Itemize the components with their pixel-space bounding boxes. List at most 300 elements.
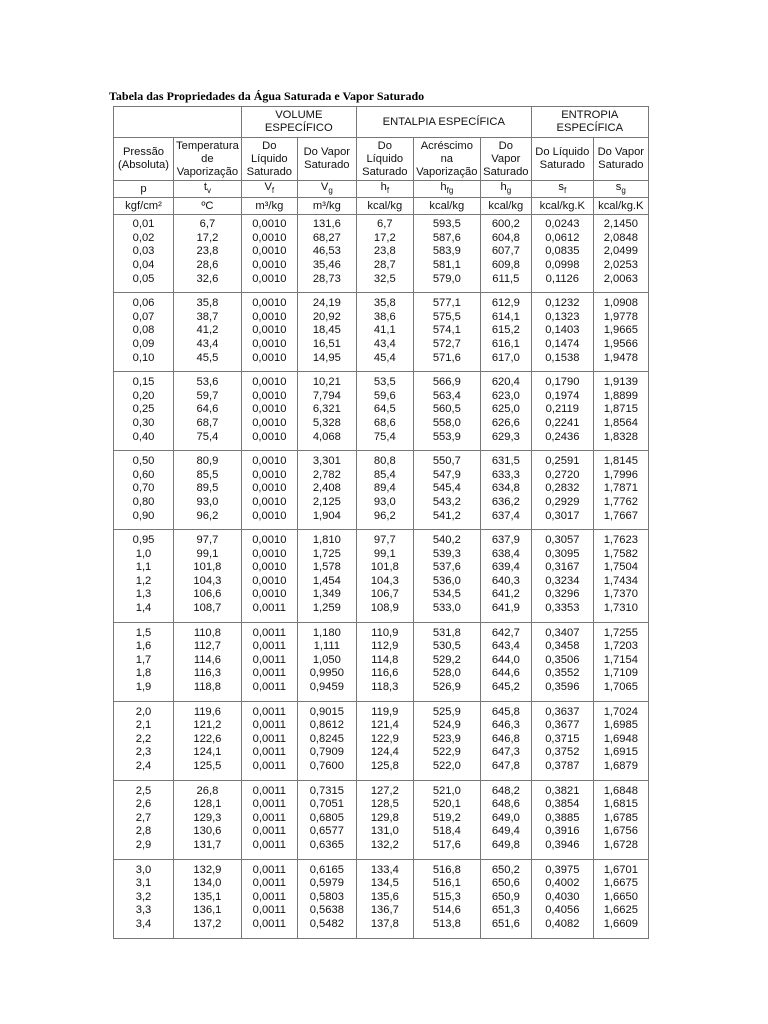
cell-value: 1,578 bbox=[312, 561, 341, 574]
symbol-temperatura bbox=[174, 181, 242, 198]
cell-value: 97,7 bbox=[373, 534, 396, 547]
symbol-base: V bbox=[264, 181, 272, 193]
cell-value: 0,0010 bbox=[252, 218, 287, 231]
cell-value: 28,7 bbox=[373, 259, 396, 272]
cell-value: 1,8715 bbox=[603, 403, 638, 416]
cell-value: 2,1450 bbox=[603, 218, 638, 231]
cell-value: 560,5 bbox=[432, 403, 461, 416]
cell-value: 96,2 bbox=[373, 509, 396, 522]
cell-value: 0,0835 bbox=[545, 245, 580, 258]
cell-value: 101,8 bbox=[193, 561, 222, 574]
column-header-temperatura: Temperatura de Vaporização bbox=[174, 138, 242, 181]
cell-value: 2,0848 bbox=[603, 231, 638, 244]
cell-value: 1,7370 bbox=[603, 588, 638, 601]
cell-value: 0,0011 bbox=[252, 890, 286, 903]
cell-value: 550,7 bbox=[432, 455, 461, 468]
cell-pressao bbox=[114, 215, 174, 293]
cell-value: 3,2 bbox=[135, 890, 152, 903]
cell-value: 540,2 bbox=[432, 534, 461, 547]
cell-volume-liquido bbox=[241, 530, 297, 623]
cell-value: 35,8 bbox=[373, 297, 396, 310]
table-body bbox=[114, 215, 649, 938]
group-entalpia-header: ENTALPIA ESPECÍFICA bbox=[356, 107, 531, 138]
cell-value: 99,1 bbox=[373, 547, 396, 560]
cell-volume-vapor bbox=[297, 293, 356, 372]
cell-pressao bbox=[114, 780, 174, 859]
cell-value: 0,5482 bbox=[309, 917, 344, 930]
cell-value: 80,8 bbox=[373, 455, 396, 468]
cell-value: 96,2 bbox=[196, 509, 219, 522]
cell-value: 0,2832 bbox=[545, 482, 580, 495]
cell-value: 0,0010 bbox=[252, 482, 287, 495]
cell-value: 604,8 bbox=[491, 231, 520, 244]
cell-value: 118,8 bbox=[193, 681, 221, 694]
cell-value: 16,51 bbox=[312, 337, 341, 350]
cell-value: 1,8 bbox=[135, 667, 152, 680]
cell-value: 0,5638 bbox=[309, 904, 344, 917]
cell-value: 0,3552 bbox=[545, 667, 580, 680]
cell-value: 0,3057 bbox=[545, 534, 580, 547]
cell-value: 645,8 bbox=[491, 705, 520, 718]
cell-value: 1,6728 bbox=[603, 838, 638, 851]
cell-value: 0,0010 bbox=[252, 351, 287, 364]
symbol-base: s bbox=[558, 181, 564, 193]
cell-value: 612,9 bbox=[491, 297, 520, 310]
cell-value: 1,8145 bbox=[603, 455, 638, 468]
steam-properties-table bbox=[113, 106, 649, 939]
cell-value: 648,2 bbox=[491, 784, 520, 797]
cell-value: 649,0 bbox=[491, 811, 520, 824]
cell-value: 0,3506 bbox=[545, 653, 580, 666]
cell-value: 571,6 bbox=[432, 351, 461, 364]
cell-value: 1,810 bbox=[312, 534, 341, 547]
cell-value: 2,8 bbox=[135, 825, 152, 838]
cell-value: 614,1 bbox=[491, 310, 520, 323]
cell-value: 1,7996 bbox=[603, 468, 638, 481]
cell-value: 516,1 bbox=[432, 877, 461, 890]
cell-entalpia-liquido bbox=[356, 215, 413, 293]
cell-value: 0,0010 bbox=[252, 259, 287, 272]
cell-value: 651,3 bbox=[491, 904, 520, 917]
symbol-subscript: g bbox=[621, 186, 626, 196]
cell-value: 0,4082 bbox=[545, 917, 580, 930]
cell-pressao bbox=[114, 530, 174, 623]
symbol-subscript: f bbox=[563, 186, 567, 196]
cell-value: 516,8 bbox=[432, 863, 461, 876]
symbol-subscript: f bbox=[271, 186, 275, 196]
cell-value: 0,3975 bbox=[545, 863, 580, 876]
symbol-pressao bbox=[114, 181, 174, 198]
cell-value: 1,7871 bbox=[603, 482, 638, 495]
cell-value: 137,2 bbox=[193, 917, 222, 930]
cell-value: 636,2 bbox=[491, 495, 520, 508]
cell-entalpia-vapor bbox=[480, 780, 531, 859]
cell-value: 1,4 bbox=[135, 602, 152, 615]
cell-value: 1,7667 bbox=[603, 509, 638, 522]
unit-temperatura: ºC bbox=[174, 198, 242, 215]
cell-temperatura bbox=[174, 530, 242, 623]
cell-value: 0,0011 bbox=[252, 667, 286, 680]
cell-value: 128,5 bbox=[370, 798, 399, 811]
cell-value: 0,0010 bbox=[252, 231, 287, 244]
symbol-subscript: f bbox=[386, 186, 390, 196]
cell-value: 530,5 bbox=[432, 640, 461, 653]
cell-value: 649,8 bbox=[491, 838, 520, 851]
cell-value: 0,4002 bbox=[545, 877, 580, 890]
cell-value: 615,2 bbox=[491, 324, 520, 337]
cell-value: 32,5 bbox=[373, 272, 396, 285]
cell-value: 583,9 bbox=[432, 245, 461, 258]
cell-value: 515,3 bbox=[432, 890, 461, 903]
cell-value: 0,06 bbox=[132, 297, 155, 310]
symbol-volume-liquido bbox=[241, 181, 297, 198]
cell-value: 136,1 bbox=[193, 904, 222, 917]
cell-entalpia-vaporizacao bbox=[413, 859, 480, 938]
cell-value: 0,0011 bbox=[252, 653, 286, 666]
cell-value: 112,7 bbox=[193, 640, 221, 653]
cell-value: 0,3407 bbox=[545, 626, 580, 639]
symbol-subscript: v bbox=[206, 186, 211, 196]
cell-value: 0,8245 bbox=[309, 732, 344, 745]
cell-value: 0,3885 bbox=[545, 811, 580, 824]
cell-value: 104,3 bbox=[370, 574, 399, 587]
group-header-row bbox=[114, 107, 649, 138]
cell-value: 545,4 bbox=[432, 482, 461, 495]
cell-entropia-liquido bbox=[531, 215, 593, 293]
cell-value: 0,1790 bbox=[545, 376, 580, 389]
cell-value: 0,4056 bbox=[545, 904, 580, 917]
cell-value: 32,6 bbox=[196, 272, 219, 285]
cell-value: 0,0011 bbox=[252, 681, 286, 694]
cell-value: 0,3821 bbox=[545, 784, 580, 797]
cell-entropia-vapor bbox=[593, 451, 648, 530]
cell-pressao bbox=[114, 451, 174, 530]
table-row-block bbox=[114, 701, 649, 780]
symbol-base: V bbox=[320, 181, 329, 193]
cell-value: 0,0011 bbox=[252, 732, 286, 745]
cell-value: 20,92 bbox=[312, 310, 341, 323]
cell-value: 0,3596 bbox=[545, 681, 580, 694]
cell-value: 114,8 bbox=[371, 653, 399, 666]
cell-value: 644,6 bbox=[491, 667, 520, 680]
unit-entalpia-liquido: kcal/kg bbox=[356, 198, 413, 215]
cell-value: 0,0011 bbox=[252, 626, 286, 639]
cell-entropia-liquido bbox=[531, 780, 593, 859]
cell-temperatura bbox=[174, 701, 242, 780]
cell-value: 0,3095 bbox=[545, 547, 580, 560]
cell-value: 0,0010 bbox=[252, 468, 287, 481]
symbol-base: h bbox=[380, 181, 387, 193]
cell-volume-vapor bbox=[297, 215, 356, 293]
cell-entalpia-liquido bbox=[356, 622, 413, 701]
cell-value: 59,7 bbox=[196, 389, 219, 402]
cell-value: 68,6 bbox=[373, 416, 396, 429]
column-header-pressao: Pressão (Absoluta) bbox=[114, 138, 174, 181]
cell-value: 1,904 bbox=[312, 509, 341, 522]
cell-volume-vapor bbox=[297, 859, 356, 938]
cell-value: 0,9015 bbox=[309, 705, 344, 718]
cell-value: 17,2 bbox=[196, 231, 219, 244]
cell-value: 14,95 bbox=[312, 351, 341, 364]
cell-value: 649,4 bbox=[491, 825, 520, 838]
symbol-base: t bbox=[203, 181, 207, 193]
cell-value: 1,5 bbox=[135, 626, 152, 639]
cell-value: 638,4 bbox=[491, 547, 520, 560]
cell-value: 646,3 bbox=[491, 719, 520, 732]
cell-value: 45,4 bbox=[373, 351, 396, 364]
cell-value: 106,7 bbox=[370, 588, 399, 601]
cell-entropia-liquido bbox=[531, 293, 593, 372]
cell-value: 119,6 bbox=[193, 705, 221, 718]
cell-value: 641,2 bbox=[491, 588, 520, 601]
cell-value: 0,0010 bbox=[252, 310, 287, 323]
cell-value: 1,7762 bbox=[603, 495, 638, 508]
cell-value: 0,0011 bbox=[252, 760, 286, 773]
cell-value: 1,6675 bbox=[603, 877, 638, 890]
cell-value: 0,2591 bbox=[545, 455, 580, 468]
cell-value: 0,2119 bbox=[545, 403, 579, 416]
cell-value: 7,794 bbox=[312, 389, 341, 402]
cell-value: 17,2 bbox=[373, 231, 396, 244]
cell-value: 64,6 bbox=[196, 403, 219, 416]
cell-value: 18,45 bbox=[312, 324, 341, 337]
cell-value: 1,6 bbox=[135, 640, 152, 653]
cell-value: 130,6 bbox=[193, 825, 222, 838]
cell-value: 0,0011 bbox=[252, 705, 286, 718]
cell-value: 525,9 bbox=[432, 705, 461, 718]
cell-value: 647,3 bbox=[491, 746, 520, 759]
cell-value: 2,1 bbox=[135, 719, 152, 732]
cell-value: 1,6985 bbox=[603, 719, 638, 732]
cell-value: 0,0010 bbox=[252, 376, 287, 389]
cell-value: 0,0010 bbox=[252, 455, 287, 468]
cell-value: 2,6 bbox=[135, 798, 152, 811]
table-row-block bbox=[114, 530, 649, 623]
cell-value: 1,0 bbox=[135, 547, 152, 560]
cell-value: 650,6 bbox=[491, 877, 520, 890]
column-header-volume-liquido: Do Líquido Saturado bbox=[241, 138, 297, 181]
cell-value: 41,1 bbox=[373, 324, 396, 337]
cell-value: 644,0 bbox=[491, 653, 520, 666]
cell-value: 2,7 bbox=[135, 811, 152, 824]
cell-value: 637,9 bbox=[491, 534, 520, 547]
cell-value: 6,7 bbox=[199, 218, 216, 231]
cell-entalpia-vaporizacao bbox=[413, 293, 480, 372]
cell-value: 3,1 bbox=[135, 877, 152, 890]
cell-value: 1,6948 bbox=[603, 732, 638, 745]
cell-value: 1,6650 bbox=[603, 890, 638, 903]
cell-value: 0,1474 bbox=[545, 337, 580, 350]
cell-value: 0,2929 bbox=[545, 495, 580, 508]
cell-entalpia-vapor bbox=[480, 293, 531, 372]
cell-value: 0,1403 bbox=[545, 324, 580, 337]
cell-value: 1,3 bbox=[135, 588, 152, 601]
cell-value: 0,60 bbox=[132, 468, 155, 481]
cell-value: 646,8 bbox=[491, 732, 520, 745]
cell-value: 1,7255 bbox=[603, 626, 638, 639]
cell-entalpia-vapor bbox=[480, 215, 531, 293]
cell-value: 3,301 bbox=[312, 455, 341, 468]
cell-entalpia-liquido bbox=[356, 530, 413, 623]
cell-value: 631,5 bbox=[491, 455, 520, 468]
cell-value: 0,0010 bbox=[252, 574, 287, 587]
cell-value: 0,5803 bbox=[309, 890, 344, 903]
cell-value: 0,0011 bbox=[252, 863, 286, 876]
cell-value: 0,1974 bbox=[545, 389, 580, 402]
cell-value: 80,9 bbox=[196, 455, 219, 468]
cell-value: 43,4 bbox=[196, 337, 219, 350]
cell-value: 518,4 bbox=[432, 825, 461, 838]
cell-value: 89,4 bbox=[373, 482, 396, 495]
cell-value: 2,5 bbox=[135, 784, 152, 797]
cell-entropia-vapor bbox=[593, 701, 648, 780]
cell-entropia-vapor bbox=[593, 372, 648, 451]
cell-value: 526,9 bbox=[432, 681, 461, 694]
cell-value: 0,05 bbox=[132, 272, 155, 285]
cell-value: 101,8 bbox=[370, 561, 399, 574]
cell-value: 0,15 bbox=[132, 376, 155, 389]
cell-value: 643,4 bbox=[491, 640, 520, 653]
cell-value: 122,6 bbox=[193, 732, 222, 745]
cell-value: 38,6 bbox=[373, 310, 396, 323]
cell-value: 0,0243 bbox=[545, 218, 580, 231]
cell-volume-liquido bbox=[241, 293, 297, 372]
cell-entropia-vapor bbox=[593, 530, 648, 623]
cell-value: 2,0 bbox=[135, 705, 152, 718]
cell-value: 129,8 bbox=[370, 811, 399, 824]
cell-value: 0,3715 bbox=[545, 732, 580, 745]
cell-value: 125,8 bbox=[370, 760, 399, 773]
cell-value: 0,0010 bbox=[252, 509, 287, 522]
cell-value: 1,6785 bbox=[603, 811, 638, 824]
cell-value: 1,111 bbox=[313, 640, 340, 653]
cell-value: 531,8 bbox=[432, 626, 461, 639]
cell-value: 529,2 bbox=[432, 653, 461, 666]
symbol-subscript: g bbox=[506, 186, 512, 196]
cell-value: 53,6 bbox=[196, 376, 219, 389]
symbol-base: p bbox=[140, 182, 147, 195]
cell-value: 129,3 bbox=[193, 811, 222, 824]
cell-value: 0,80 bbox=[132, 495, 155, 508]
cell-value: 522,9 bbox=[432, 746, 461, 759]
cell-value: 0,0011 bbox=[252, 825, 286, 838]
cell-value: 1,6879 bbox=[603, 760, 638, 773]
cell-value: 563,4 bbox=[432, 389, 461, 402]
cell-value: 75,4 bbox=[196, 430, 219, 443]
cell-value: 0,0010 bbox=[252, 324, 287, 337]
cell-entalpia-vaporizacao bbox=[413, 372, 480, 451]
cell-value: 0,25 bbox=[132, 403, 155, 416]
cell-value: 124,1 bbox=[193, 746, 222, 759]
cell-value: 1,6756 bbox=[603, 825, 638, 838]
cell-entalpia-vaporizacao bbox=[413, 701, 480, 780]
cell-value: 35,8 bbox=[196, 297, 219, 310]
cell-value: 617,0 bbox=[491, 351, 520, 364]
cell-value: 1,725 bbox=[312, 547, 341, 560]
cell-entropia-liquido bbox=[531, 530, 593, 623]
cell-value: 0,01 bbox=[132, 218, 155, 231]
cell-value: 0,08 bbox=[132, 324, 155, 337]
cell-value: 108,7 bbox=[193, 602, 222, 615]
cell-value: 1,9478 bbox=[603, 351, 638, 364]
column-header-row bbox=[114, 138, 649, 181]
cell-value: 0,0011 bbox=[252, 640, 286, 653]
cell-value: 0,3353 bbox=[545, 602, 580, 615]
cell-value: 0,3296 bbox=[545, 588, 580, 601]
table-row-block bbox=[114, 780, 649, 859]
cell-value: 0,0010 bbox=[252, 416, 287, 429]
cell-value: 581,1 bbox=[432, 259, 461, 272]
cell-value: 2,2 bbox=[135, 732, 152, 745]
unit-volume-vapor: m³/kg bbox=[297, 198, 356, 215]
unit-entropia-liquido: kcal/kg.K bbox=[531, 198, 593, 215]
cell-value: 0,0011 bbox=[252, 719, 286, 732]
cell-value: 38,7 bbox=[196, 310, 219, 323]
cell-value: 547,9 bbox=[432, 468, 461, 481]
cell-value: 0,0011 bbox=[252, 798, 286, 811]
cell-pressao bbox=[114, 372, 174, 451]
cell-value: 0,7051 bbox=[309, 798, 344, 811]
cell-volume-liquido bbox=[241, 701, 297, 780]
cell-value: 609,8 bbox=[491, 259, 520, 272]
table-title: Tabela das Propriedades da Água Saturada e Vapor Saturado bbox=[109, 89, 425, 103]
cell-value: 577,1 bbox=[432, 297, 461, 310]
cell-entropia-liquido bbox=[531, 859, 593, 938]
cell-value: 1,7024 bbox=[603, 705, 638, 718]
cell-value: 579,0 bbox=[432, 272, 461, 285]
cell-value: 1,7203 bbox=[603, 640, 638, 653]
cell-value: 553,9 bbox=[432, 430, 461, 443]
cell-value: 0,3787 bbox=[545, 760, 580, 773]
cell-value: 0,70 bbox=[132, 482, 155, 495]
cell-value: 0,7600 bbox=[309, 760, 344, 773]
cell-value: 0,0010 bbox=[252, 297, 287, 310]
cell-value: 0,0612 bbox=[545, 231, 580, 244]
symbol-entalpia-vapor bbox=[480, 181, 531, 198]
cell-entalpia-liquido bbox=[356, 859, 413, 938]
cell-value: 639,4 bbox=[491, 561, 520, 574]
cell-value: 116,6 bbox=[371, 667, 399, 680]
cell-value: 0,95 bbox=[132, 534, 155, 547]
cell-value: 2,408 bbox=[312, 482, 341, 495]
cell-value: 133,4 bbox=[370, 863, 399, 876]
cell-entropia-vapor bbox=[593, 293, 648, 372]
cell-value: 0,90 bbox=[132, 509, 155, 522]
cell-value: 0,6805 bbox=[309, 811, 344, 824]
cell-value: 0,7315 bbox=[309, 784, 344, 797]
cell-value: 137,8 bbox=[370, 917, 399, 930]
cell-value: 1,454 bbox=[312, 574, 341, 587]
cell-value: 520,1 bbox=[432, 798, 461, 811]
cell-entalpia-vaporizacao bbox=[413, 622, 480, 701]
cell-value: 0,0011 bbox=[252, 746, 286, 759]
cell-value: 0,30 bbox=[132, 416, 155, 429]
cell-entalpia-liquido bbox=[356, 451, 413, 530]
cell-entropia-vapor bbox=[593, 215, 648, 293]
cell-volume-vapor bbox=[297, 372, 356, 451]
cell-value: 0,09 bbox=[132, 337, 155, 350]
cell-value: 533,0 bbox=[432, 602, 461, 615]
cell-value: 0,0010 bbox=[252, 547, 287, 560]
cell-value: 1,8899 bbox=[603, 389, 638, 402]
cell-value: 10,21 bbox=[312, 376, 341, 389]
cell-entropia-liquido bbox=[531, 701, 593, 780]
header-spacer bbox=[114, 107, 242, 138]
cell-value: 0,1126 bbox=[545, 272, 579, 285]
cell-entalpia-vapor bbox=[480, 701, 531, 780]
cell-temperatura bbox=[174, 780, 242, 859]
cell-value: 1,9139 bbox=[603, 376, 638, 389]
